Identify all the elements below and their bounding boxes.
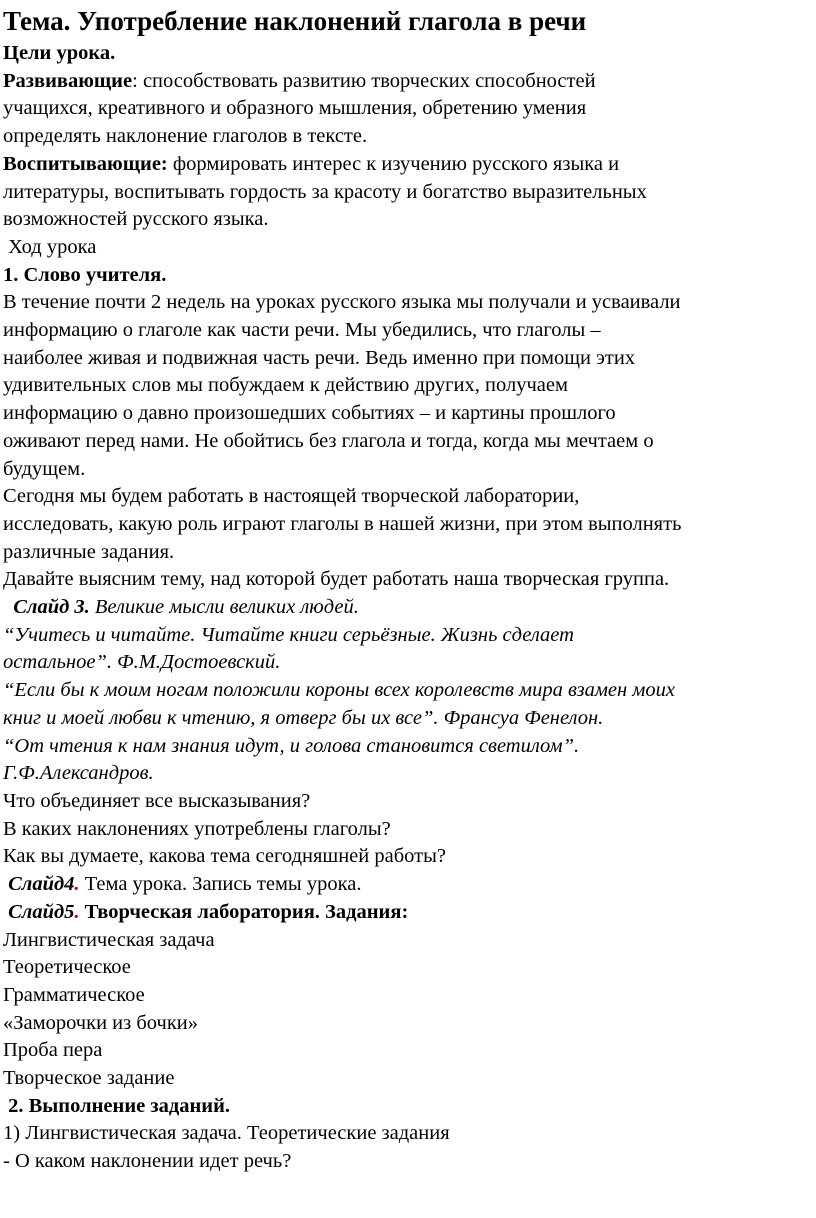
goals-heading: Цели урока. [3, 42, 116, 64]
paragraph-lab [3, 483, 815, 566]
goal-educational [3, 151, 815, 234]
task-item: Творческое задание [3, 1067, 175, 1090]
paragraph-intro [3, 289, 815, 483]
slide3-text: Великие мысли великих людей. [89, 596, 359, 619]
paragraph-line: Сегодня мы будем работать в настоящей творческой лаборатории, [3, 485, 580, 508]
paragraph-line: информацию о давно произошедших событиях – и картины прошлого [3, 402, 616, 425]
slide5-line [3, 899, 815, 927]
paragraph-line: наиболее живая и подвижная часть речи. Ведь именно при помощи этих [3, 346, 636, 369]
paragraph-line: различные задания. [3, 540, 175, 563]
goal-developing-line: способствовать развитию творческих способностей [137, 69, 596, 92]
quote-line: “От чтения к нам знания идут, и голова становится светилом”. [3, 734, 580, 757]
task1-heading: 1) Лингвистическая задача. Теоретические задания [3, 1122, 450, 1145]
question-mood: - О каком наклонении идет речь? [3, 1150, 292, 1173]
slide5-dot: . [74, 900, 80, 923]
slide4-line [3, 871, 815, 899]
slide3-line [3, 594, 815, 622]
question-line: Что объединяет все высказывания? [3, 789, 311, 812]
goal-educational-line: литературы, воспитывать гордость за красоту и богатство выразительных [3, 180, 647, 203]
slide5-label: Слайд5 [3, 900, 75, 923]
task-item: Теоретическое [3, 956, 131, 979]
goal-developing [3, 68, 815, 151]
paragraph-line: информацию о глаголе как части речи. Мы убедились, что глаголы – [3, 319, 601, 342]
slide3-label: Слайд 3. [3, 596, 90, 619]
goal-educational-label: Воспитывающие: [3, 152, 168, 175]
slide5-text: Творческая лаборатория. Задания: [79, 900, 409, 923]
task-item: Грамматическое [3, 983, 145, 1006]
quote-line: “Учитесь и читайте. Читайте книги серьёзные. Жизнь сделает [3, 623, 574, 646]
task-item: Лингвистическая задача [3, 928, 215, 951]
goal-developing-colon: : [132, 69, 138, 92]
paragraph-topic: Давайте выясним тему, над которой будет работать наша творческая группа. [3, 568, 670, 591]
quote-line: остальное”. Ф.М.Достоевский. [3, 651, 281, 674]
quote-line: книг и моей любви к чтению, я отверг бы их все”. Франсуа Фенелон. [3, 706, 604, 729]
section-teacher-word: 1. Слово учителя. [3, 263, 167, 286]
quotes [3, 622, 815, 788]
question-line: В каких наклонениях употреблены глаголы? [3, 817, 391, 840]
goal-developing-line: учащихся, креативного и образного мышления, обретению умения [3, 97, 587, 120]
task-item: «Заморочки из бочки» [3, 1011, 199, 1034]
goal-developing-line: определять наклонение глаголов в тексте. [3, 125, 368, 148]
paragraph-line: исследовать, какую роль играют глаголы в нашей жизни, при этом выполнять [3, 512, 682, 535]
goal-developing-label: Развивающие [3, 69, 133, 92]
paragraph-line: удивительных слов мы побуждаем к действию других, получаем [3, 374, 568, 397]
page-title: Тема. Употребление наклонений глагола в речи [3, 6, 587, 36]
lesson-course: Ход урока [3, 235, 97, 258]
slide4-dot: . [74, 873, 80, 896]
goal-educational-line: возможностей русского языка. [3, 208, 269, 231]
paragraph-line: будущем. [3, 457, 86, 480]
document [3, 2, 815, 1176]
question-line: Как вы думаете, какова тема сегодняшней работы? [3, 845, 446, 868]
slide4-text: Тема урока. Запись темы урока. [79, 873, 362, 896]
task-list [3, 927, 815, 1093]
quote-line: Г.Ф.Александров. [3, 762, 154, 785]
task-item: Проба пера [3, 1039, 103, 1062]
goal-educational-line: формировать интерес к изучению русского языка и [167, 152, 620, 175]
questions [3, 788, 815, 871]
quote-line: “Если бы к моим ногам положили короны всех королевств мира взамен моих [3, 679, 675, 702]
paragraph-line: оживают перед нами. Не обойтись без глагола и тогда, когда мы мечтаем о [3, 429, 654, 452]
paragraph-line: В течение почти 2 недель на уроках русского языка мы получали и усваивали [3, 291, 681, 314]
section-tasks: 2. Выполнение заданий. [3, 1094, 231, 1117]
slide4-label: Слайд4 [3, 873, 75, 896]
